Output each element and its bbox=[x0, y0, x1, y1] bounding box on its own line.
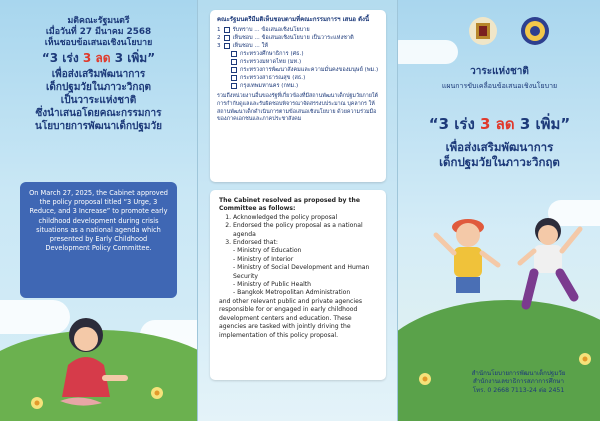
checkbox-icon bbox=[231, 75, 237, 81]
slogan-open: “3 เร่ง bbox=[41, 51, 83, 65]
cloud bbox=[397, 40, 458, 64]
panel-right-cover bbox=[397, 0, 600, 421]
agency-item: กระทรวงการพัฒนาสังคมและความมั่นคงของมนุษย์ (พม.) bbox=[231, 66, 379, 74]
checkbox-icon bbox=[231, 67, 237, 73]
checkbox-icon bbox=[224, 27, 230, 33]
english-summary-box bbox=[20, 182, 177, 298]
body-line: นโยบายการพัฒนาเด็กปฐมวัย bbox=[35, 121, 162, 132]
office-logo bbox=[468, 16, 498, 46]
panel-left bbox=[0, 0, 197, 421]
agency-item: กระทรวงสาธารณสุข (สธ.) bbox=[231, 74, 379, 82]
ministry-item: - Ministry of Interior bbox=[233, 255, 294, 263]
slogan-close: 3 เพิ่ม” bbox=[110, 51, 156, 65]
children-playing-illustration bbox=[428, 205, 593, 325]
resolution-item: 3 เห็นชอบ ... ให้ bbox=[217, 43, 269, 49]
cover-slogan bbox=[398, 112, 600, 136]
english-resolution-paragraph: and other relevant public and private agencies responsible for or engaged in early childhood development centers and education. These agencies are tasked with jointly driving the implementation of this policy proposal. bbox=[219, 297, 363, 339]
body-line: เป็นวาระแห่งชาติ bbox=[60, 95, 137, 106]
agency-item: กระทรวงศึกษาธิการ (ศธ.) bbox=[231, 50, 379, 58]
subtitle-line: เพื่อส่งเสริมพัฒนาการ bbox=[445, 140, 554, 154]
agency-item: กรุงเทพมหานคร (กทม.) bbox=[231, 82, 379, 90]
checkbox-icon bbox=[224, 35, 230, 41]
english-resolution-box bbox=[210, 190, 386, 380]
slogan bbox=[10, 53, 187, 64]
slogan-close: 3 เพิ่ม” bbox=[514, 115, 571, 133]
logo-row bbox=[468, 16, 550, 46]
child-drawing-illustration bbox=[40, 305, 150, 415]
checkbox-icon bbox=[224, 43, 230, 49]
title-line: เห็นชอบข้อเสนอเชิงนโยบาย bbox=[44, 38, 153, 48]
cabinet-resolution-title bbox=[10, 16, 187, 133]
agency-item: กระทรวงมหาดไทย (มท.) bbox=[231, 58, 379, 66]
resolution-item: 2 เห็นชอบ ... ข้อเสนอเชิงนโยบาย เป็นวาระแห่งชาติ bbox=[217, 35, 354, 41]
body-line: เพื่อส่งเสริมพัฒนาการ bbox=[51, 69, 146, 80]
body-line: ซึ่งนำเสนอโดยคณะกรรมการ bbox=[35, 108, 162, 119]
ministry-list bbox=[233, 247, 377, 297]
resolution-item: 1 รับทราบ ... ข้อเสนอเชิงนโยบาย bbox=[217, 27, 310, 33]
flower-icon bbox=[418, 372, 432, 386]
contact-footer bbox=[436, 370, 600, 395]
ministry-item: - Ministry of Public Health bbox=[233, 281, 312, 289]
thai-resolution-paragraph: รวมถึงหน่วยงานอื่นของรัฐที่เกี่ยวข้องที่มีสถานพัฒนาเด็กปฐมวัยภายใต้การกำกับดูแลและรับผิดชอบพิจารณาจัดสรรงบประมาณ บุคลากร ให้สถานพัฒนาเด็กดำเนินการตามข้อเสนอเชิงนโยบาย ด้วยความร่วมมือของภาคเอกชนและภาคประชาสังคม bbox=[217, 93, 379, 123]
english-resolution-list bbox=[233, 214, 377, 248]
resolution-item: 3. Endorsed that: bbox=[233, 239, 377, 247]
footer-line: สำนักงานเลขาธิการสภาการศึกษา bbox=[473, 378, 564, 386]
english-summary-text: On March 27, 2025, the Cabinet approved the policy proposal titled “3 Urge, 3 Reduce, and 3 Increase” to promote early childhood development during crisis situations as a national agenda which presented by Early Childhood Development Policy Committee. bbox=[29, 189, 168, 253]
flower-icon bbox=[150, 386, 164, 400]
slogan-mid: 3 ลด bbox=[82, 51, 111, 65]
slogan-mid: 3 ลด bbox=[480, 115, 515, 133]
ministry-item: - Ministry of Social Development and Human Security bbox=[233, 264, 370, 280]
subtitle-line: เด็กปฐมวัยในภาวะวิกฤต bbox=[439, 155, 560, 169]
thai-resolution-box bbox=[210, 10, 386, 182]
footer-line: สำนักนโยบายการพัฒนาเด็กปฐมวัย bbox=[471, 370, 566, 377]
english-resolution-heading: The Cabinet resolved as proposed by the Committee as follows: bbox=[219, 197, 360, 213]
flower-icon bbox=[30, 396, 44, 410]
ministry-item: - Bangkok Metropolitan Administration bbox=[233, 289, 351, 297]
title-line: มติคณะรัฐมนตรี bbox=[67, 16, 130, 26]
national-agenda-label: วาระแห่งชาติ bbox=[470, 66, 529, 77]
thai-resolution-heading: คณะรัฐมนตรีมีมติเห็นชอบตามที่คณะกรรมการฯ เสนอ ดังนี้ bbox=[217, 16, 370, 23]
checkbox-icon bbox=[231, 59, 237, 65]
checkbox-icon bbox=[231, 51, 237, 57]
body-line: เด็กปฐมวัยในภาวะวิกฤต bbox=[45, 82, 152, 93]
slogan-open: “3 เร่ง bbox=[428, 115, 480, 133]
flower-icon bbox=[578, 352, 592, 366]
checkbox-icon bbox=[231, 83, 237, 89]
panel-middle bbox=[197, 0, 397, 421]
footer-line: โทร. 0 2668 7113-24 ต่อ 2451 bbox=[472, 386, 565, 394]
resolution-item: 2. Endorsed the policy proposal as a national agenda bbox=[233, 222, 377, 239]
cover-subtitle bbox=[398, 140, 600, 170]
organization-heading bbox=[398, 64, 600, 92]
plan-label: แผนการขับเคลื่อนข้อเสนอเชิงนโยบาย bbox=[441, 82, 558, 90]
resolution-item: 1. Acknowledged the policy proposal bbox=[233, 214, 377, 222]
title-line: เมื่อวันที่ 27 มีนาคม 2568 bbox=[45, 27, 152, 37]
council-logo bbox=[520, 16, 550, 46]
ministry-item: - Ministry of Education bbox=[233, 247, 302, 255]
